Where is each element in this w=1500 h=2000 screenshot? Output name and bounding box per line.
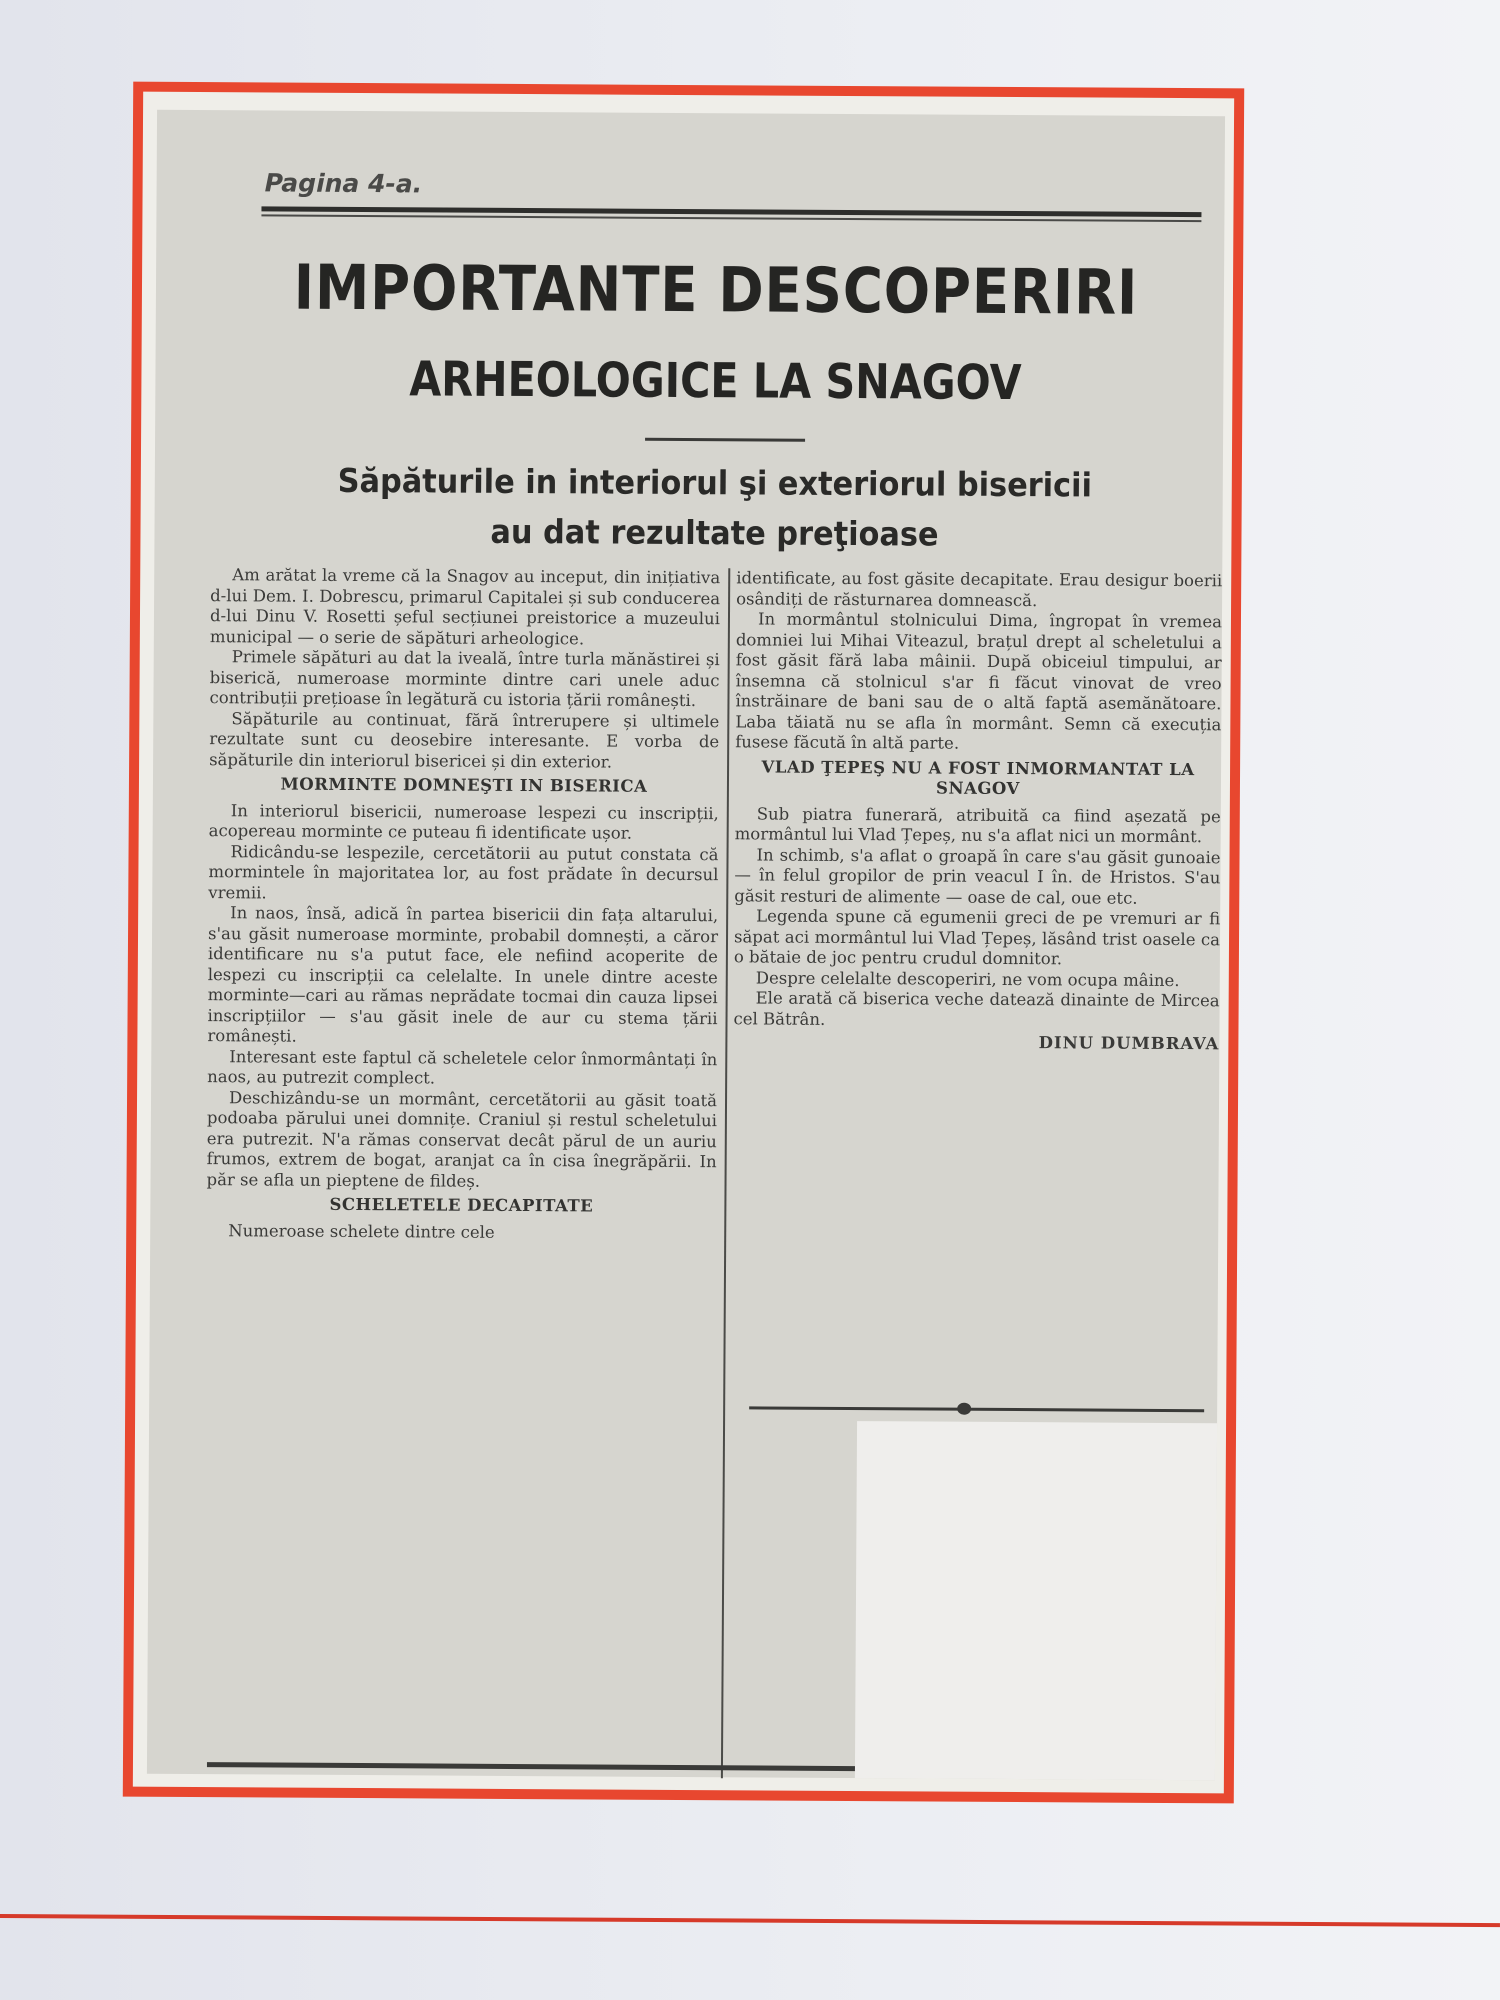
paragraph: In naos, însă, adică în partea bisericii din fața altarului, s'au găsit numeroase morminte, probabil domnești, a căror identificare nu s'a putut face, ele nefiind acoperite de lespezi cu inscripții ca celelalte. In unele dintre aceste morminte—cari au rămas neprădate tocmai din cauza lipsei inscripțiilor — s'au găsit inele de aur cu stema țării românești.: [207, 903, 719, 1046]
paragraph: In interiorul bisericii, numeroase lespezi cu inscripții, acopereau morminte ce puteau fi identificate ușor.: [208, 800, 719, 843]
paragraph: In mormântul stolnicului Dima, îngropat în vremea domniei lui Mihai Viteazul, brațul drept al scheletului a fost găsit fără laba mâinii. După obiceiul timpului, ar însemna că stolnicul s'ar fi făcut vinovat de vreo înstrăinare de bani sau de o altă faptă asemănătoare. Laba tăiată nu se afla în mormânt. Semn că execuția fusese făcută în altă parte.: [735, 609, 1223, 753]
paragraph: Ele arată că biserica veche datează dinainte de Mircea cel Bătrân.: [733, 988, 1220, 1029]
paragraph: Sub piatra funerară, atribuită ca fiind așezată pe mormântul lui Vlad Țepeș, nu s'a aflat nici un mormânt.: [734, 803, 1221, 847]
article-end-rule: [749, 1406, 1204, 1412]
paragraph: identificate, au fost găsite decapitate. Erau desigur boerii osândiți de răsturnarea domnească.: [736, 568, 1223, 610]
section-heading: SCHELETELE DECAPITATE: [329, 1194, 594, 1216]
paragraph: Numeroase schelete dintre cele: [228, 1220, 495, 1242]
paragraph: Interesant este faptul că scheletele celor înmormântați în naos, au putrezit complect.: [207, 1046, 718, 1088]
paragraph: Despre celelalte descoperiri, ne vom ocupa mâine.: [755, 967, 1180, 990]
paragraph: Săpăturile au continuat, fără întrerupere și ultimele rezultate sunt cu deosebire interesante. E vorba de săpăturile din interiorul bisericei și din exterior.: [209, 708, 720, 772]
paragraph: Ridicându-se lespezile, cercetătorii au putut constata că mormintele în majoritatea lor, au fost prădate în decursul vremii.: [208, 841, 719, 902]
blank-paper-area: [855, 1421, 1217, 1780]
column-divider: [721, 568, 730, 1778]
bottom-rule: [207, 1762, 855, 1771]
subheadline-line2: au dat rezultate preţioase: [490, 511, 939, 554]
headline-line1: IMPORTANTE DESCOPERIRI: [293, 250, 1139, 329]
section-heading: MORMINTE DOMNEŞTI IN BISERICA: [280, 774, 648, 796]
page-label: Pagina 4-a.: [264, 168, 423, 199]
headline-line2: ARHEOLOGICE LA SNAGOV: [409, 351, 1022, 412]
article-end-ornament: [957, 1403, 971, 1415]
paragraph: In schimb, s'a aflat o groapă în care s'au găsit gunoaie — în felul gropilor de prin veacul I în. de Hristos. S'au găsit resturi de alimente — oase de cal, oue etc.: [734, 844, 1221, 908]
article-column-right: [733, 568, 1222, 1054]
clipping-frame: [123, 82, 1244, 1804]
article-column-left: [206, 565, 720, 1244]
headline-divider: [645, 438, 805, 442]
subheadline: [254, 455, 1175, 561]
paragraph: Deschizându-se un mormânt, cercetătorii au găsit toată podoaba părului unei domnițe. Craniul și restul scheletului era putrezit. N'a rămas conservat decât părul de un auriu frumos, extrem de bogat, aranjat ca în cisa înegrăpării. In păr se afla un pieptene de fildeș.: [206, 1087, 718, 1191]
paragraph: Primele săpături au dat la iveală, între turla mănăstirei și biserică, numeroase morminte dintre cari unele aduc contribuții prețioase în legătură cu istoria țării românești.: [209, 647, 720, 711]
newspaper-clipping: [147, 110, 1225, 1780]
subheadline-line1: Săpăturile in interiorul şi exteriorul bisericii: [337, 460, 1093, 505]
paragraph: Am arătat la vreme că la Snagov au inceput, din inițiativa d-lui Dem. I. Dobrescu, primarul Capitalei și sub conducerea d-lui Dinu V. Rosetti șeful secțiunei preistorice a muzeului municipal — o serie de săpături arheologice.: [209, 565, 721, 648]
paragraph: Legenda spune că egumenii greci de pe vremuri ar fi săpat aci mormântul lui Vlad Țepeș, lăsând trist oasele ca o bătaie de joc pentru crudul domnitor.: [733, 906, 1221, 969]
section-heading: VLAD ŢEPEŞ NU A FOST INMORMANTAT LA SNAGOV: [761, 756, 1195, 799]
author-signature: DINU DUMBRAVA: [1038, 1033, 1220, 1054]
